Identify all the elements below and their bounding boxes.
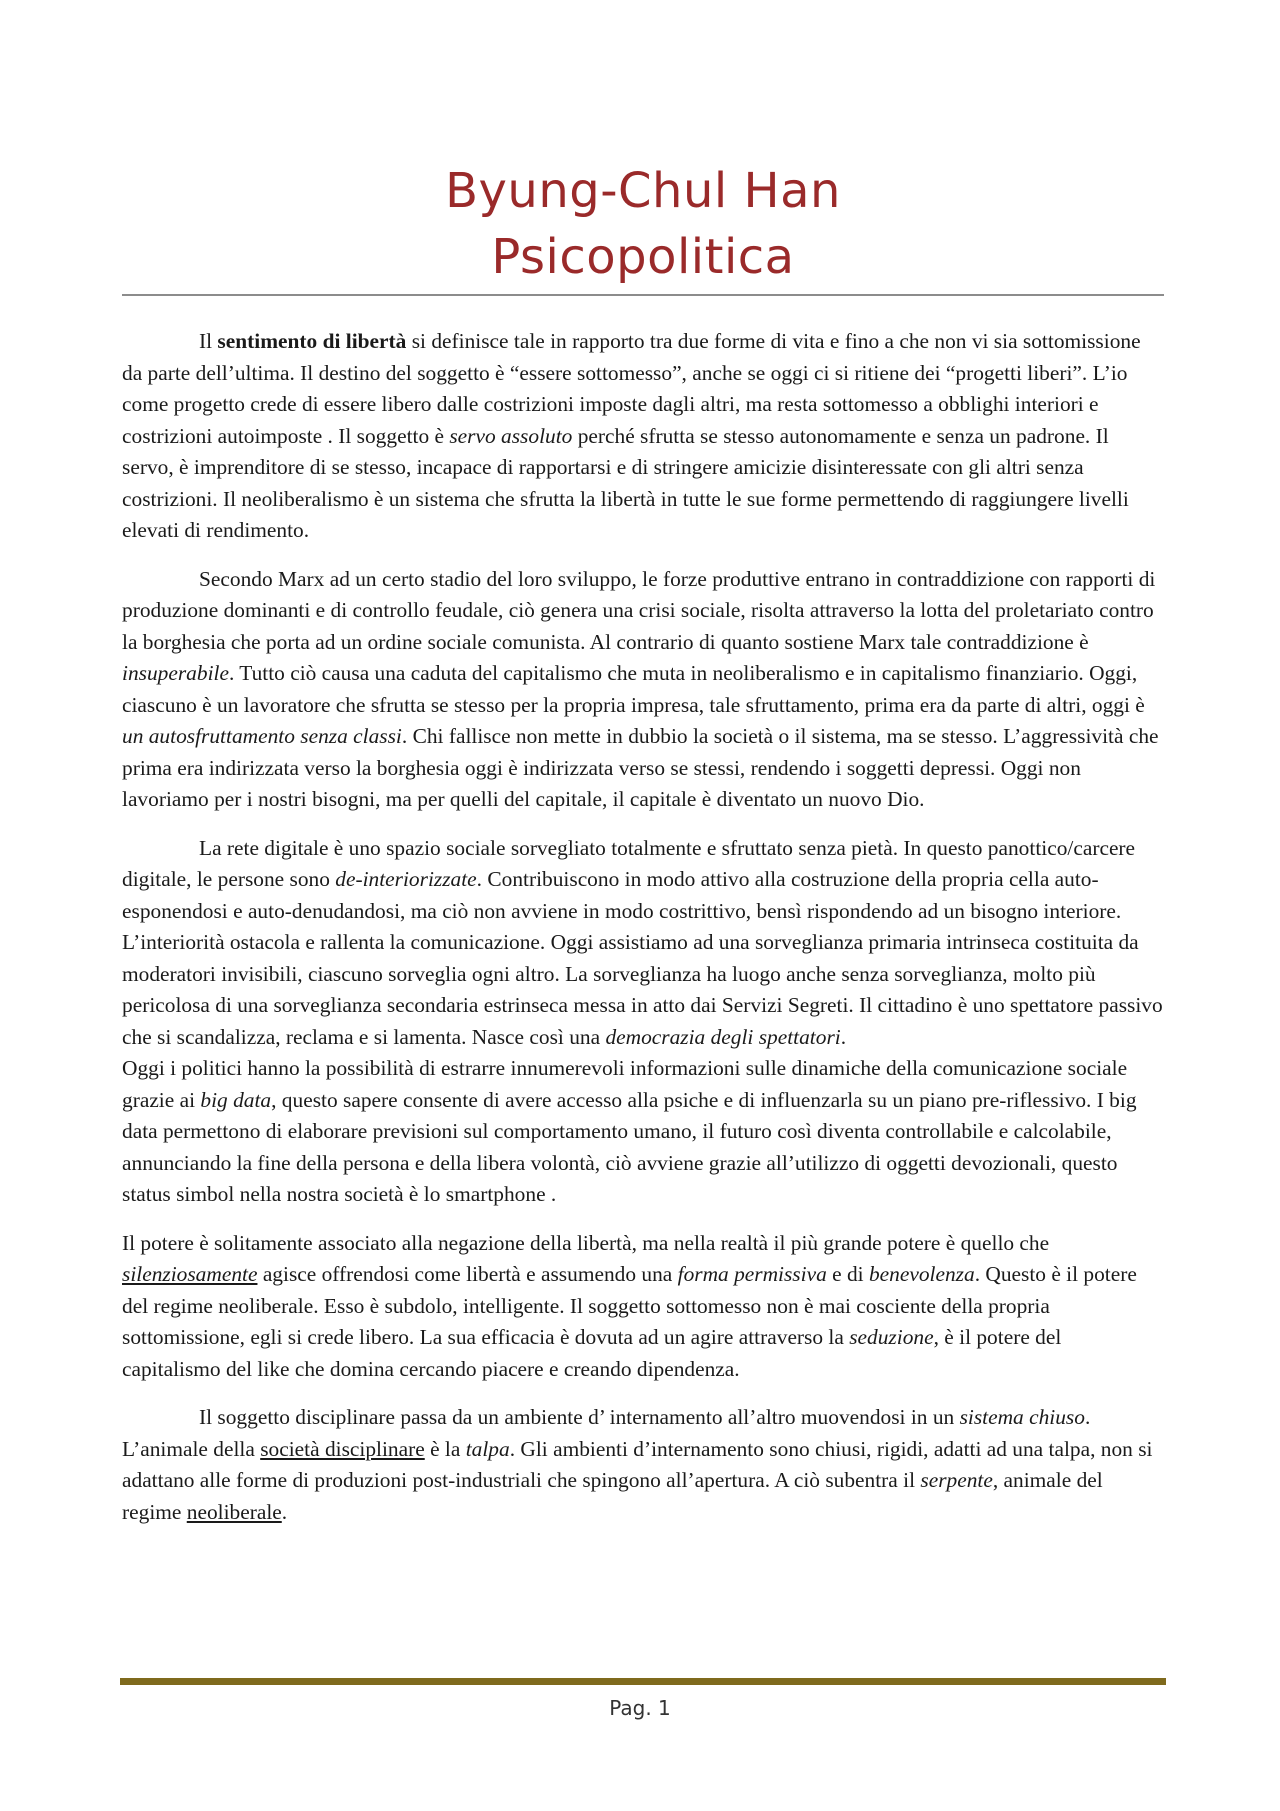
paragraph-5: Il potere è solitamente associato alla negazione della libertà, ma nella realtà il più grande potere è quello che silenziosamente agisce offrendosi come libertà e assumendo una forma permissiva e di benevolenza. Questo è il potere del regime neoliberale. Esso è subdolo, intelligente. Il soggetto sottomesso non è mai cosciente della propria sottomissione, egli si crede libero. La sua efficacia è dovuta ad un agire attraverso la seduzione, è il potere del capitalismo del like che domina cercando piacere e creando dipendenza. — [122, 1230, 1137, 1381]
page-number: Pag. 1 — [609, 1696, 671, 1720]
underlined-term: neoliberale — [186, 1499, 282, 1524]
italic-term: de-interiorizzate — [335, 867, 477, 891]
paragraph-4: Oggi i politici hanno la possibilità di estrarre innumerevoli informazioni sulle dinamiche della comunicazione sociale grazie ai big data, questo sapere consente di avere accesso alla psiche e di influenzarla su un piano pre-riflessivo. I big data permettono di elaborare previsioni sul comportamento umano, il futuro così diventa controllabile e calcolabile, annunciando la fine della persona e della libera volontà, ciò avviene grazie all’utilizzo di oggetti devozionali, questo status simbol nella nostra società è lo smartphone . — [122, 1056, 1137, 1206]
italic-term: serpente — [920, 1468, 993, 1492]
italic-term: democrazia degli spettatori — [605, 1024, 841, 1049]
italic-underlined-term: silenziosamente — [122, 1262, 258, 1286]
italic-term: un autosfruttamento senza classi — [122, 724, 402, 748]
paragraph-6: Il soggetto disciplinare passa da un ambiente d’ internamento all’altro muovendosi in un sistema chiuso. L’animale della società disciplinare è la talpa. Gli ambienti d’internamento sono chiusi, rigidi, adatti ad una talpa, non si adattano alle forme di produzioni post-industriali che spingono all’apertura. A ciò subentra il serpente, animale del regime neoliberale. — [122, 1405, 1153, 1524]
document-title — [122, 158, 1164, 290]
italic-term: talpa — [465, 1436, 510, 1461]
paragraph-2: Secondo Marx ad un certo stadio del loro sviluppo, le forze produttive entrano in contraddizione con rapporti di produzione dominanti e di controllo feudale, ciò genera una crisi sociale, risolta attraverso la lotta del proletariato contro la borghesia che porta ad un ordine sociale comunista. Al contrario di quanto sostiene Marx tale contraddizione è insuperabile. Tutto ciò causa una caduta del capitalismo che muta in neoliberalismo e in capitalismo finanziario. Oggi, ciascuno è un lavoratore che sfrutta se stesso per la propria impresa, tale sfruttamento, prima era da parte di altri, oggi è un autosfruttamento senza classi. Chi fallisce non mette in dubbio la società o il sistema, ma se stesso. L’aggressività che prima era indirizzata verso la borghesia oggi è indirizzata verso se stessi, rendendo i soggetti depressi. Oggi non lavoriamo per i nostri bisogni, ma per quelli del capitale, il capitale è diventato un nuovo Dio. — [122, 566, 1159, 811]
italic-term: insuperabile — [122, 661, 229, 685]
underlined-term: società disciplinare — [260, 1436, 425, 1461]
title-divider — [122, 294, 1164, 296]
italic-term: benevolenza — [868, 1262, 975, 1286]
italic-term: big data — [200, 1087, 272, 1112]
paragraph-1: Il sentimento di libertà si definisce tale in rapporto tra due forme di vita e fino a che non vi sia sottomissione da parte dell’ultima. Il destino del soggetto è “essere sottomesso”, anche se oggi ci si ritiene dei “progetti liberi”. L’io come progetto crede di essere libero dalle costrizioni imposte dagli altri, ma resta sottomesso a obblighi interiori e costrizioni autoimposte . Il soggetto è servo assoluto perché sfrutta se stesso autonomamente e senza un padrone. Il servo, è imprenditore di se stesso, incapace di rapportarsi e di stringere amicizie disinteressate con gli altri senza costrizioni. Il neoliberalismo è un sistema che sfrutta la libertà in tutte le sue forme permettendo di raggiungere livelli elevati di rendimento. — [122, 329, 1141, 542]
italic-term: forma permissiva — [677, 1262, 827, 1286]
italic-term: seduzione — [849, 1325, 934, 1349]
title-author: Byung-Chul Han — [445, 163, 841, 219]
footer-divider — [120, 1678, 1166, 1685]
paragraph-3: La rete digitale è uno spazio sociale sorvegliato totalmente e sfruttato senza pietà. In questo panottico/carcere digitale, le persone sono de-interiorizzate. Contribuiscono in modo attivo alla costruzione della propria cella auto-esponendosi e auto-denudandosi, ma ciò non avviene in modo costrittivo, bensì rispondendo ad un bisogno interiore. L’interiorità ostacola e rallenta la comunicazione. Oggi assistiamo ad una sorveglianza primaria intrinseca costituita da moderatori invisibili, ciascuno sorveglia ogni altro. La sorveglianza ha luogo anche senza sorveglianza, molto più pericolosa di una sorveglianza secondaria estrinseca messa in atto dai Servizi Segreti. Il cittadino è uno spettatore passivo che si scandalizza, reclama e si lamenta. Nasce così una democrazia degli spettatori. — [122, 835, 1163, 1049]
italic-term: servo assoluto — [449, 423, 573, 448]
bold-term: sentimento di libertà — [217, 329, 407, 353]
italic-term: sistema chiuso — [959, 1405, 1085, 1429]
title-book: Psicopolitica — [491, 229, 795, 285]
document-body — [122, 326, 1164, 1545]
